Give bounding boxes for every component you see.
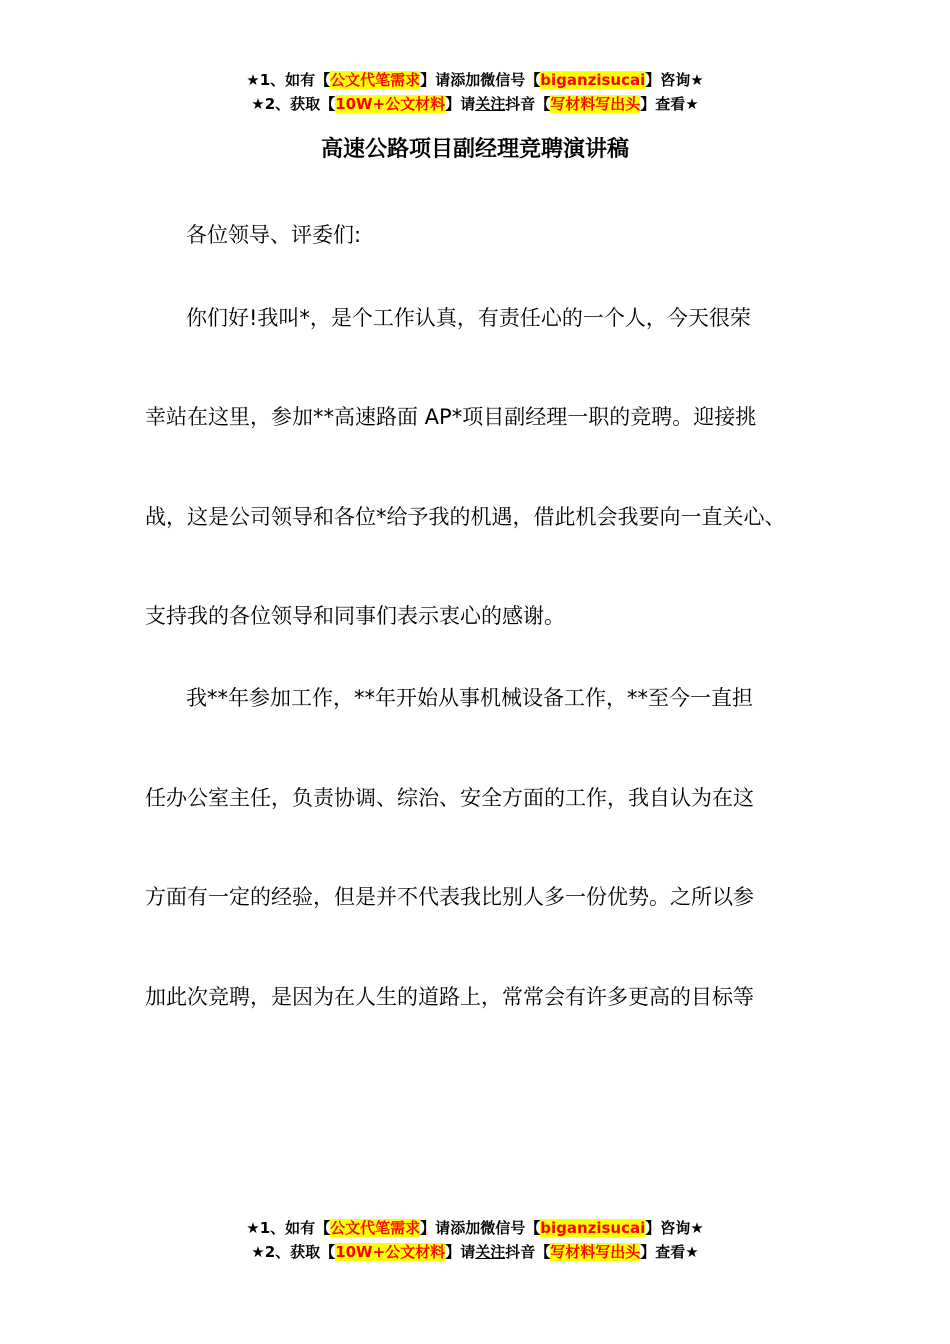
footer-highlight-wechat: biganzisucai: [540, 1219, 646, 1237]
paragraph-2-line-3: 方面有一定的经验，但是并不代表我比别人多一份优势。之所以参: [145, 885, 754, 909]
header-banner: [0, 68, 950, 116]
banner-highlight-materials: 10W+公文材料: [335, 95, 446, 113]
banner-highlight-douyin: 写材料写出头: [550, 95, 641, 113]
footer-line1-bold-word: 添加: [450, 1219, 481, 1237]
banner-line-2: [0, 92, 950, 116]
paragraph-2-line-4: 加此次竞聘，是因为在人生的道路上，常常会有许多更高的目标等: [145, 985, 754, 1009]
footer-line2-mid-a: 】请: [445, 1243, 476, 1261]
footer-line2-underline-word: 关注: [475, 1243, 506, 1261]
footer-banner-line-2: [0, 1240, 950, 1264]
document-title: 高速公路项目副经理竞聘演讲稿: [320, 137, 629, 162]
footer-highlight-materials: 10W+公文材料: [335, 1243, 446, 1261]
banner-line2-underline-word: 关注: [475, 95, 506, 113]
banner-line2-prefix: ★2、获取【: [251, 95, 336, 113]
paragraph-2-line-1: 我**年参加工作，**年开始从事机械设备工作，**至今一直担: [186, 686, 753, 710]
footer-line2-mid-b: 抖音【: [505, 1243, 551, 1261]
paragraph-1-line-4: 支持我的各位领导和同事们表示衷心的感谢。: [145, 604, 565, 628]
paragraph-1-line-1: 你们好!我叫*，是个工作认真，有责任心的一个人，今天很荣: [186, 306, 751, 330]
paragraph-2-line-2: 任办公室主任，负责协调、综治、安全方面的工作，我自认为在这: [145, 786, 754, 810]
footer-highlight-service: 公文代笔需求: [330, 1219, 421, 1237]
paragraph-1-line-2: 幸站在这里，参加**高速路面 AP*项目副经理一职的竞聘。迎接挑: [145, 405, 757, 429]
banner-line1-mid-a: 】请: [420, 71, 451, 89]
footer-line1-mid-a: 】请: [420, 1219, 451, 1237]
banner-highlight-service: 公文代笔需求: [330, 71, 421, 89]
banner-line2-suffix: 】查看★: [640, 95, 699, 113]
banner-highlight-wechat: biganzisucai: [540, 71, 646, 89]
banner-line1-suffix: 】咨询★: [645, 71, 704, 89]
banner-line1-prefix: ★1、如有【: [246, 71, 331, 89]
footer-line2-prefix: ★2、获取【: [251, 1243, 336, 1261]
footer-line1-prefix: ★1、如有【: [246, 1219, 331, 1237]
footer-highlight-douyin: 写材料写出头: [550, 1243, 641, 1261]
footer-banner: [0, 1216, 950, 1264]
salutation-line: 各位领导、评委们:: [186, 223, 362, 247]
banner-line2-mid-b: 抖音【: [505, 95, 551, 113]
footer-banner-line-1: [0, 1216, 950, 1240]
banner-line1-bold-word: 添加: [450, 71, 481, 89]
footer-line1-mid-b: 微信号【: [480, 1219, 541, 1237]
banner-line-1: [0, 68, 950, 92]
banner-line1-mid-b: 微信号【: [480, 71, 541, 89]
banner-line2-mid-a: 】请: [445, 95, 476, 113]
footer-line1-suffix: 】咨询★: [645, 1219, 704, 1237]
paragraph-1-line-3: 战，这是公司领导和各位*给予我的机遇，借此机会我要向一直关心、: [145, 505, 786, 529]
footer-line2-suffix: 】查看★: [640, 1243, 699, 1261]
